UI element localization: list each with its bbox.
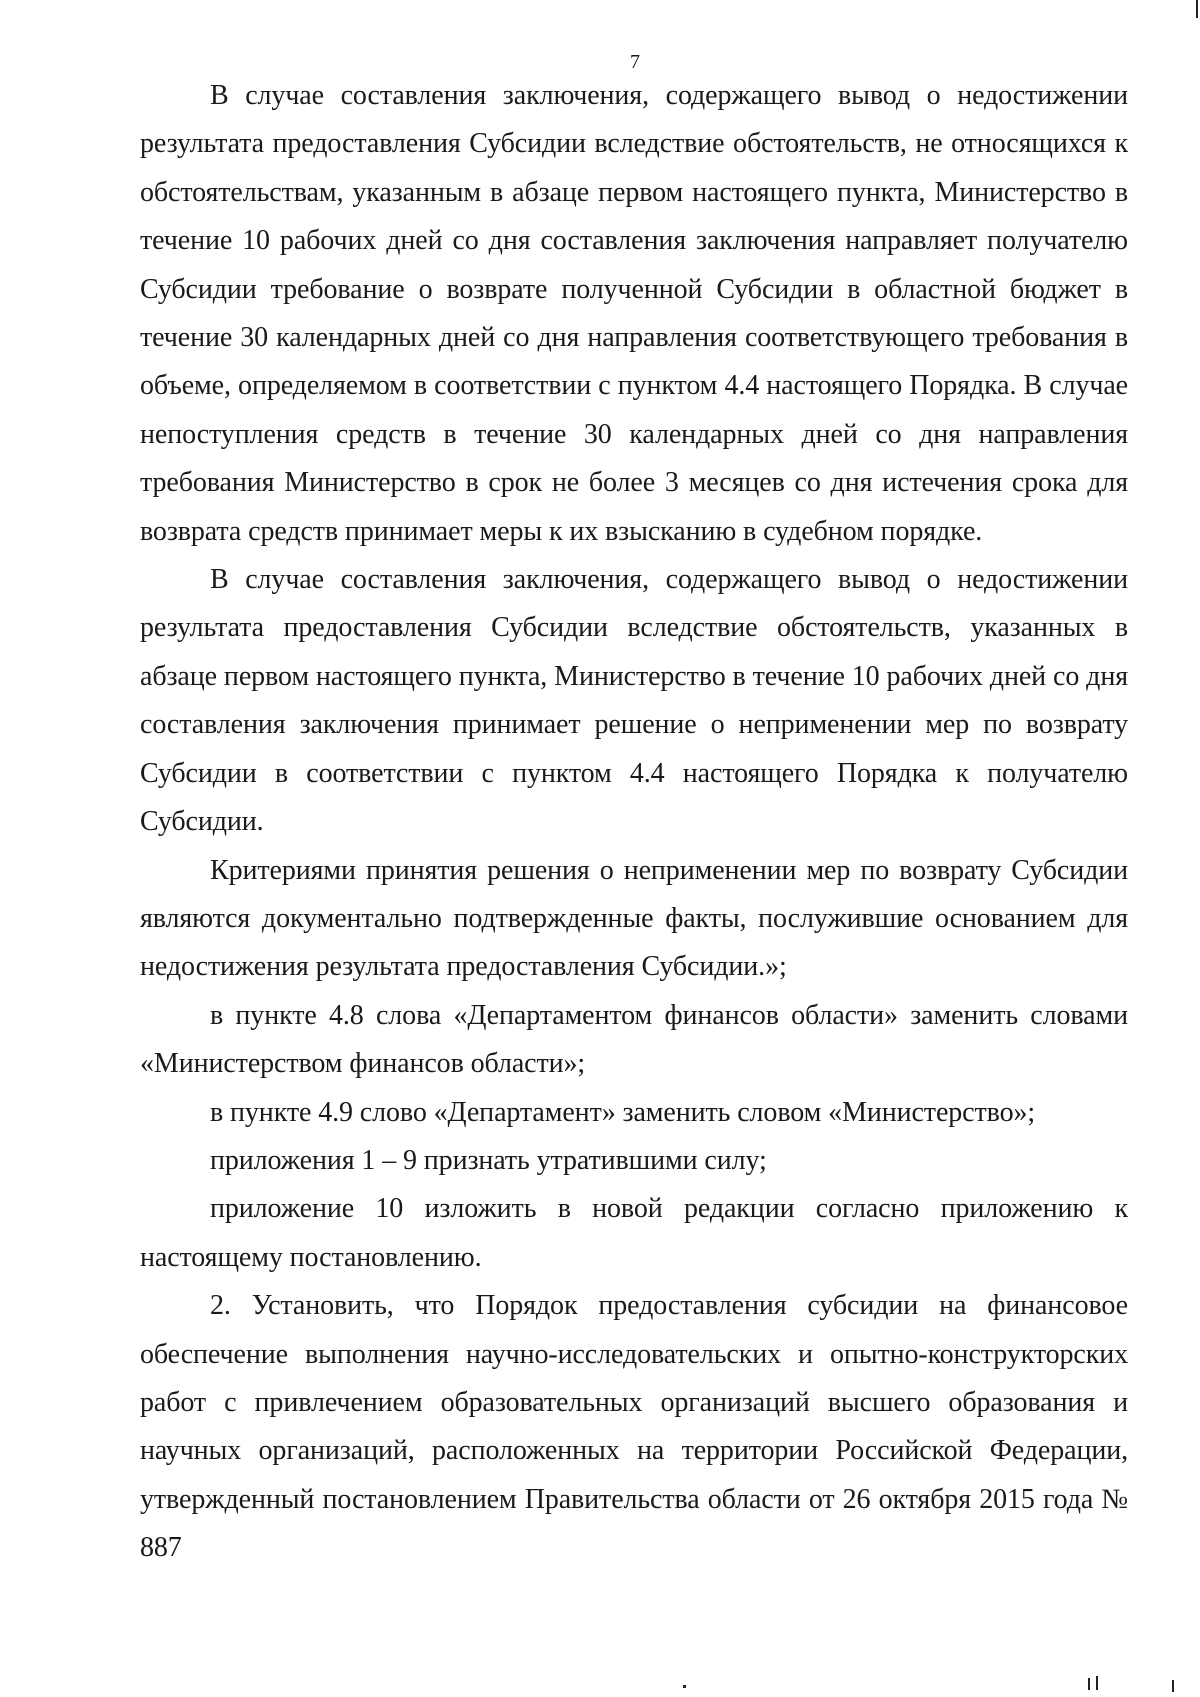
scan-mark-bottom-right-3: [1172, 1680, 1174, 1692]
paragraph-non-application-decision: В случае составления заключения, содержащего вывод о недостижении результата предоставления Субсидии вследствие обстоятельств, указанных в абзаце первом настоящего пункта, Министерство в течение 10 рабочих дней со дня составления заключения принимает решение о неприменении мер по возврату Субсидии в соответствии с пунктом 4.4 настоящего Порядка к получателю Субсидии.: [140, 564, 1128, 838]
scan-mark-top-right: [1196, 0, 1198, 18]
page-number: 7: [630, 51, 640, 73]
document-body: [140, 72, 1128, 1573]
paragraph-annex-10: приложение 10 изложить в новой редакции согласно приложению к настоящему постановлению.: [140, 1193, 1128, 1273]
scan-mark-bottom-right-1: [1088, 1678, 1090, 1690]
scan-mark-bottom-right-2: [1096, 1676, 1098, 1690]
paragraph-refund-demand: В случае составления заключения, содержащего вывод о недостижении результата предоставления Субсидии вследствие обстоятельств, не относящихся к обстоятельствам, указанным в абзаце первом настоящего пункта, Министерство в течение 10 рабочих дней со дня составления заключения направляет получателю Субсидии требование о возврате полученной Субсидии в областной бюджет в течение 30 календарных дней со дня направления соответствующего требования в объеме, определяемом в соответствии с пунктом 4.4 настоящего Порядка. В случае непоступления средств в течение 30 календарных дней со дня направления требования Министерство в срок не более 3 месяцев со дня истечения срока для возврата средств принимает меры к их взысканию в судебном порядке.: [140, 80, 1128, 547]
paragraph-section-2: 2. Установить, что Порядок предоставления субсидии на финансовое обеспечение выполнения научно-исследовательских и опытно-конструкторских работ с привлечением образовательных организаций высшего образования и научных организаций, расположенных на территории Российской Федерации, утвержденный постановлением Правительства области от 26 октября 2015 года № 887: [140, 1290, 1128, 1564]
paragraph-amend-4-8: в пункте 4.8 слова «Департаментом финансов области» заменить словами «Министерством финансов области»;: [140, 999, 1128, 1080]
paragraph-amend-4-9: в пункте 4.9 слово «Департамент» заменить словом «Министерство»;: [210, 1096, 1036, 1128]
scan-mark-bottom-dot: [683, 1685, 686, 1688]
paragraph-decision-criteria: Критериями принятия решения о неприменении мер по возврату Субсидии являются документально подтвержденные факты, послужившие основанием для недостижения результата предоставления Субсидии.»;: [140, 854, 1128, 983]
paragraph-annexes-repealed: приложения 1 – 9 признать утратившими силу;: [210, 1144, 767, 1176]
